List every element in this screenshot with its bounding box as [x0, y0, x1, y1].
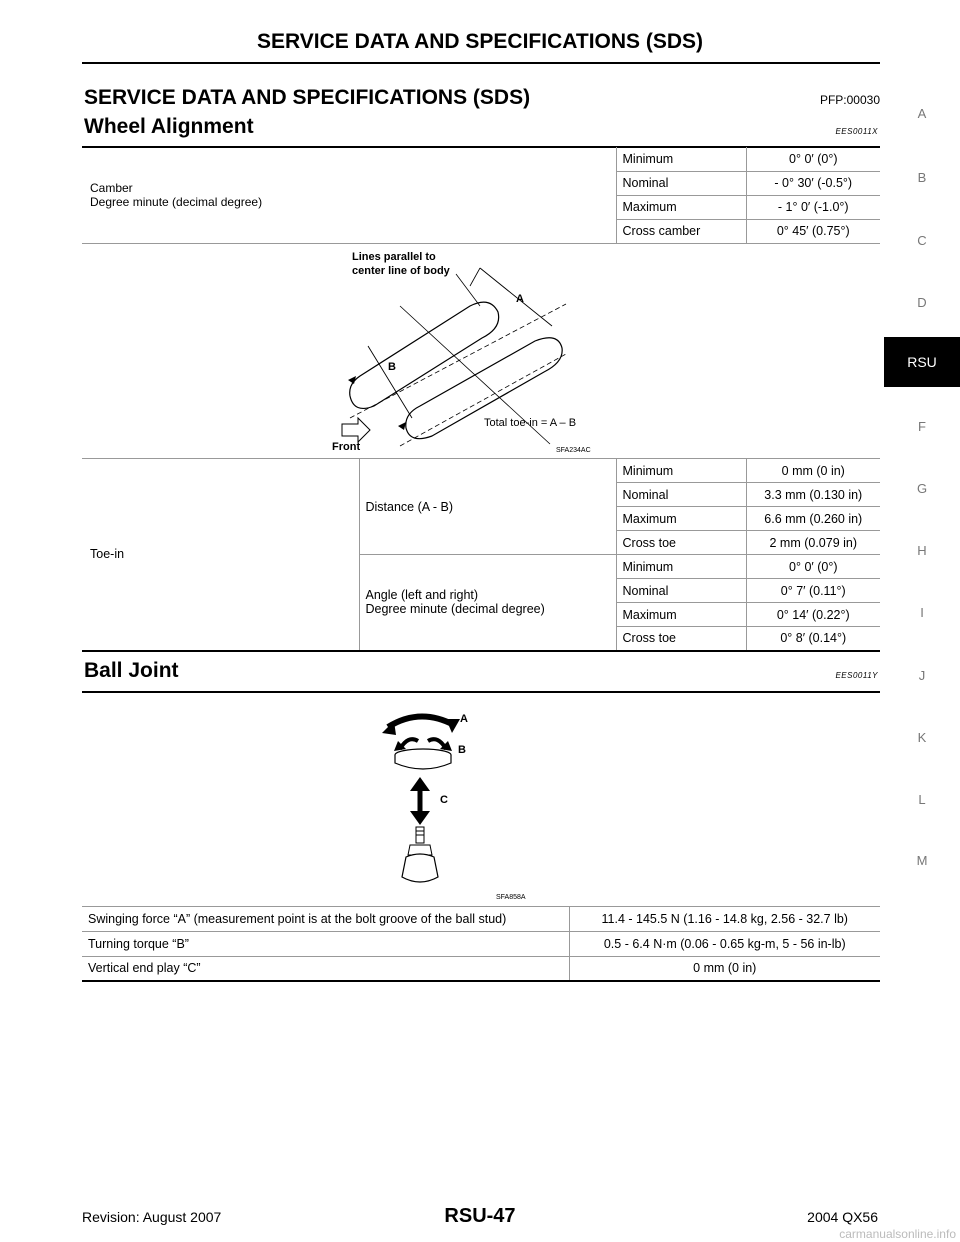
toe-angle-value: 0° 7′ (0.11°)	[746, 579, 880, 603]
ball-joint-code: EES0011Y	[835, 671, 878, 680]
toe-angle-item: Cross toe	[616, 627, 746, 651]
ball-joint-rule	[82, 691, 880, 693]
toe-angle-item: Maximum	[616, 603, 746, 627]
ball-joint-table	[82, 906, 880, 982]
camber-value: 0° 45′ (0.75°)	[746, 219, 880, 243]
toe-in-label: Toe-in	[82, 459, 359, 651]
ball-diagram-label-c: C	[440, 794, 448, 806]
toe-distance-item: Cross toe	[616, 531, 746, 555]
camber-item: Cross camber	[616, 219, 746, 243]
wheel-alignment-heading: Wheel Alignment	[84, 115, 254, 138]
camber-label	[82, 147, 616, 243]
camber-item: Nominal	[616, 171, 746, 195]
ball-joint-diagram	[380, 705, 570, 900]
tab-rsu[interactable]: RSU	[884, 337, 960, 387]
ball-joint-item: Swinging force “A” (measurement point is at the bolt groove of the ball stud)	[82, 907, 569, 932]
footer-page-number: RSU-47	[444, 1205, 516, 1227]
toe-angle-label-line1: Angle (left and right)	[365, 588, 479, 603]
header-rule	[82, 62, 880, 64]
ball-joint-item: Vertical end play “C”	[82, 957, 569, 981]
section-index-tabs	[884, 0, 960, 900]
toe-distance-item: Minimum	[616, 459, 746, 483]
wheel-alignment-code: EES0011X	[835, 127, 878, 136]
camber-item: Maximum	[616, 195, 746, 219]
footer-model: 2004 QX56	[807, 1209, 878, 1225]
ball-diagram-label-a: A	[460, 713, 468, 725]
tab-g[interactable]: G	[916, 481, 928, 496]
tab-m[interactable]: M	[916, 853, 928, 868]
diagram-front-label: Front	[332, 441, 361, 453]
tab-l[interactable]: L	[918, 792, 926, 807]
diagram-code: SFA234AC	[556, 447, 591, 454]
toe-distance-value: 0 mm (0 in)	[746, 459, 880, 483]
ball-joint-value: 11.4 - 145.5 N (1.16 - 14.8 kg, 2.56 - 32.7 lb)	[569, 907, 880, 932]
diagram-callout-line1: Lines parallel to	[352, 251, 436, 263]
section-code: PFP:00030	[819, 93, 880, 107]
camber-table	[82, 147, 880, 244]
camber-item: Minimum	[616, 147, 746, 171]
tab-k[interactable]: K	[917, 730, 927, 745]
toe-distance-value: 3.3 mm (0.130 in)	[746, 483, 880, 507]
diagram-callout-line2: center line of body	[352, 265, 450, 277]
toe-angle-value: 0° 0′ (0°)	[746, 555, 880, 579]
toe-angle-item: Minimum	[616, 555, 746, 579]
footer-revision: Revision: August 2007	[82, 1209, 222, 1225]
ball-diagram-code: SFA858A	[496, 894, 526, 900]
camber-label-line1: Camber	[90, 180, 133, 195]
camber-value: - 1° 0′ (-1.0°)	[746, 195, 880, 219]
diagram-label-b: B	[388, 361, 396, 373]
toe-angle-label-line2: Degree minute (decimal degree)	[365, 602, 545, 617]
toe-distance-value: 6.6 mm (0.260 in)	[746, 507, 880, 531]
camber-value: 0° 0′ (0°)	[746, 147, 880, 171]
toe-distance-item: Nominal	[616, 483, 746, 507]
tab-i[interactable]: I	[920, 605, 924, 620]
ball-diagram-label-b: B	[458, 744, 466, 756]
page-header-title: SERVICE DATA AND SPECIFICATIONS (SDS)	[256, 30, 704, 53]
toe-distance-item: Maximum	[616, 507, 746, 531]
toe-angle-label	[359, 555, 616, 651]
ball-joint-value: 0 mm (0 in)	[693, 961, 757, 976]
camber-value: - 0° 30′ (-0.5°)	[746, 171, 880, 195]
toe-distance-value: 2 mm (0.079 in)	[746, 531, 880, 555]
toe-in-diagram	[330, 246, 630, 456]
watermark: carmanualsonline.info	[839, 1227, 956, 1241]
ball-joint-item: Turning torque “B”	[82, 932, 569, 957]
toe-distance-label: Distance (A - B)	[359, 459, 616, 555]
tab-f[interactable]: F	[918, 419, 926, 434]
toe-angle-item: Nominal	[616, 579, 746, 603]
toe-angle-value: 0° 8′ (0.14°)	[780, 631, 847, 646]
tab-a[interactable]: A	[917, 106, 927, 121]
ball-joint-heading: Ball Joint	[84, 659, 179, 682]
tab-d[interactable]: D	[917, 295, 927, 310]
toe-in-table	[82, 458, 880, 652]
tab-j[interactable]: J	[918, 668, 926, 683]
tab-h[interactable]: H	[917, 543, 927, 558]
ball-joint-value: 0.5 - 6.4 N·m (0.06 - 0.65 kg-m, 5 - 56 in-lb)	[569, 932, 880, 957]
section-title: SERVICE DATA AND SPECIFICATIONS (SDS)	[84, 86, 531, 109]
diagram-formula: Total toe-in = A – B	[484, 417, 577, 429]
diagram-label-a: A	[516, 293, 524, 305]
tab-b[interactable]: B	[917, 170, 927, 185]
tab-c[interactable]: C	[917, 233, 927, 248]
camber-label-line2: Degree minute (decimal degree)	[90, 194, 263, 209]
toe-angle-value: 0° 14′ (0.22°)	[746, 603, 880, 627]
